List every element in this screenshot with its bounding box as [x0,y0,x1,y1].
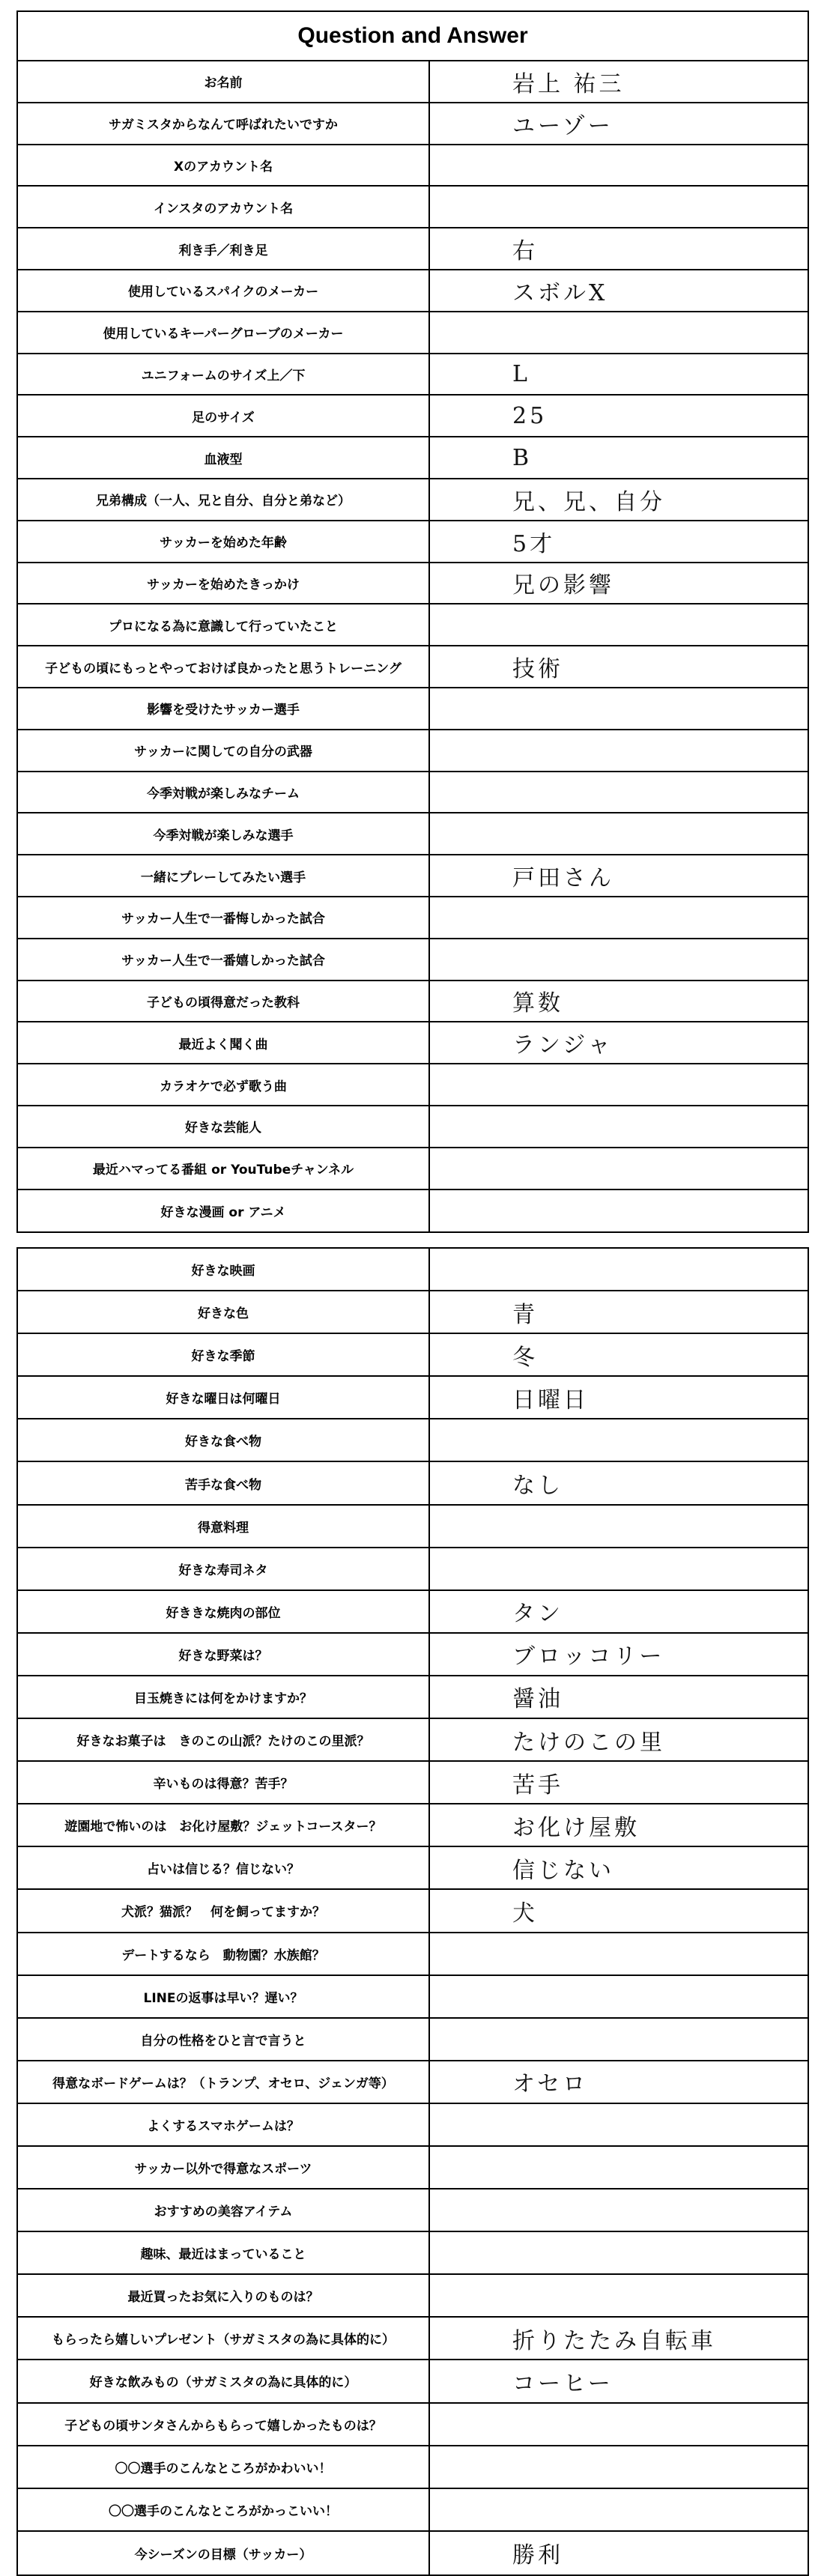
question-label: 目玉焼きには何をかけますか？ [18,1676,430,1718]
question-label: 今季対戦が楽しみな選手 [18,813,430,854]
answer-cell [430,1148,808,1189]
question-row [18,1976,808,2019]
question-row [18,61,808,103]
question-row [18,2061,808,2104]
answer-cell [430,2232,808,2273]
answer-cell: 5才 [512,530,556,557]
question-row [18,2104,808,2147]
question-row [18,604,808,646]
question-label: よくするスマホゲームは？ [18,2104,430,2145]
question-row [18,1847,808,1890]
answer-cell: ランジャ [512,1032,614,1059]
question-label: サッカーを始めた年齢 [18,521,430,562]
question-label: 自分の性格をひと言で言うと [18,2019,430,2060]
question-label: もらったら嬉しいプレゼント（サガミスタの為に具体的に） [18,2318,430,2359]
question-row [18,730,808,772]
question-label: 好きな飲みもの（サガミスタの為に具体的に） [18,2360,430,2401]
answer-cell [430,730,808,771]
question-row [18,2360,808,2403]
question-row [18,2147,808,2189]
answer-cell: たけのこの里 [512,1729,665,1756]
question-row [18,354,808,396]
question-row [18,312,808,354]
question-label: 好きなお菓子は きのこの山派？たけのこの里派？ [18,1719,430,1760]
question-label: 好きな漫画 or アニメ [18,1190,430,1232]
question-label: 使用しているキーパーグローブのメーカー [18,312,430,353]
answer-cell: 右 [512,238,538,265]
question-label: 最近ハマってる番組 or YouTubeチャンネル [18,1148,430,1189]
question-label: 好きな芸能人 [18,1106,430,1147]
page-title: Question and Answer [18,12,808,61]
answer-cell [430,2189,808,2231]
question-row [18,2232,808,2275]
question-row [18,145,808,187]
question-label: 足のサイズ [18,396,430,436]
answer-cell [430,1190,808,1232]
question-label: 兄弟構成（一人、兄と自分、自分と弟など） [18,479,430,520]
question-label: 利き手／利き足 [18,228,430,269]
answer-cell [430,1106,808,1147]
answer-cell [430,145,808,186]
answer-cell [430,813,808,854]
question-label: プロになる為に意識して行っていたこと [18,604,430,645]
answer-cell [430,939,808,980]
question-label: 好きな色 [18,1291,430,1333]
question-label: 好きな寿司ネタ [18,1548,430,1589]
question-row [18,897,808,939]
question-label: おすすめの美容アイテム [18,2189,430,2231]
answer-cell: 25 [512,402,548,429]
question-label: 最近よく聞く曲 [18,1022,430,1063]
answer-cell [430,2404,808,2445]
answer-cell: 兄の影響 [512,572,614,599]
question-label: 好ききな焼肉の部位 [18,1591,430,1632]
answer-cell: 戸田さん [512,865,614,892]
question-row [18,2532,808,2575]
question-row [18,1106,808,1148]
answer-cell: お化け屋敷 [512,1814,640,1841]
question-label: 好きな映画 [18,1249,430,1290]
question-label: ユニフォームのサイズ上／下 [18,354,430,395]
question-row [18,1506,808,1548]
question-label: お名前 [18,61,430,102]
answer-cell [430,1933,808,1975]
question-label: 使用しているスパイクのメーカー [18,270,430,311]
answer-cell [430,2446,808,2488]
question-row [18,2019,808,2061]
questionnaire-sheet-1 [16,10,809,1233]
question-row [18,1419,808,1462]
answer-cell: 技術 [512,656,563,683]
question-row [18,1377,808,1419]
answer-cell [430,187,808,227]
answer-cell: 兄、兄、自分 [512,488,665,515]
question-row [18,563,808,605]
answer-cell [430,897,808,938]
question-label: 最近買ったお気に入りのものは？ [18,2275,430,2316]
question-label: 〇〇選手のこんなところがかっこいい！ [18,2489,430,2530]
question-label: 好きな野菜は？ [18,1634,430,1675]
answer-cell [430,1249,808,1290]
question-row [18,2404,808,2446]
question-row [18,1022,808,1064]
question-row [18,1064,808,1106]
question-row [18,855,808,897]
answer-cell: タン [512,1601,563,1628]
question-label: 影響を受けたサッカー選手 [18,688,430,729]
question-row [18,1634,808,1676]
answer-cell: 苦手 [512,1772,563,1798]
question-list-2 [18,1249,808,2575]
question-row [18,187,808,228]
answer-cell [430,772,808,813]
question-label: 辛いものは得意？苦手？ [18,1762,430,1803]
question-row [18,772,808,814]
question-row [18,1548,808,1591]
question-row [18,1719,808,1762]
question-row [18,103,808,145]
question-label: 好きな食べ物 [18,1419,430,1461]
question-row [18,479,808,521]
answer-cell [430,1548,808,1589]
answer-cell: B [512,444,533,471]
question-label: サッカー以外で得意なスポーツ [18,2147,430,2188]
answer-cell: オセロ [512,2071,589,2098]
question-label: 趣味、最近はまっていること [18,2232,430,2273]
question-label: 子どもの頃にもっとやっておけば良かったと思うトレーニング [18,646,430,687]
answer-cell: 青 [512,1301,538,1328]
question-row [18,981,808,1023]
question-label: 今シーズンの目標（サッカー） [18,2532,430,2575]
question-label: 子どもの頃得意だった教科 [18,981,430,1022]
answer-cell [430,1506,808,1547]
question-row [18,1890,808,1933]
question-label: 苦手な食べ物 [18,1462,430,1503]
question-row [18,1462,808,1505]
question-row [18,813,808,855]
question-row [18,939,808,981]
question-label: デートするなら 動物園？水族館？ [18,1933,430,1975]
question-row [18,2318,808,2360]
question-row [18,521,808,563]
question-row [18,1804,808,1847]
question-row [18,1762,808,1804]
question-row [18,437,808,479]
answer-cell: 信じない [512,1857,614,1884]
answer-cell: 勝利 [512,2542,563,2569]
answer-cell [430,2147,808,2188]
question-label: サッカー人生で一番嬉しかった試合 [18,939,430,980]
question-label: カラオケで必ず歌う曲 [18,1064,430,1105]
answer-cell: 折りたたみ自転車 [512,2327,716,2354]
answer-cell: 冬 [512,1344,538,1371]
answer-cell [430,688,808,729]
question-label: 遊園地で怖いのは お化け屋敷？ジェットコースター？ [18,1804,430,1846]
answer-cell: 日曜日 [512,1387,589,1413]
question-label: サッカーに関しての自分の武器 [18,730,430,771]
question-row [18,2446,808,2489]
question-row [18,688,808,730]
question-row [18,1933,808,1976]
answer-cell [430,2275,808,2316]
question-row [18,1249,808,1291]
question-label: サッカーを始めたきっかけ [18,563,430,604]
answer-cell [430,1419,808,1461]
answer-cell: 岩上 祐三 [512,70,625,97]
answer-cell: ブロッコリー [512,1643,665,1670]
answer-cell [430,312,808,353]
answer-cell: L [512,360,530,387]
answer-cell: 醤油 [512,1686,563,1713]
question-row [18,2275,808,2318]
question-label: 一緒にプレーしてみたい選手 [18,855,430,896]
answer-cell [430,2019,808,2060]
question-row [18,2489,808,2532]
question-row [18,1334,808,1377]
answer-cell [430,2104,808,2145]
question-label: LINEの返事は早い？遅い？ [18,1976,430,2017]
question-row [18,1591,808,1634]
questionnaire-sheet-2 [16,1247,809,2576]
question-label: 好きな季節 [18,1334,430,1375]
question-row [18,1190,808,1232]
question-label: 血液型 [18,437,430,478]
question-label: 好きな曜日は何曜日 [18,1377,430,1418]
question-row [18,396,808,437]
answer-cell: ユーゾー [512,112,614,139]
answer-cell: コーヒー [512,2370,614,2397]
question-row [18,2189,808,2232]
answer-cell: 犬 [512,1900,538,1927]
answer-cell [430,604,808,645]
question-label: 今季対戦が楽しみなチーム [18,772,430,813]
answer-cell: 算数 [512,990,563,1017]
answer-cell: スボルX [512,279,608,306]
question-row [18,228,808,270]
question-label: 占いは信じる？信じない？ [18,1847,430,1888]
answer-cell [430,1064,808,1105]
question-label: 犬派？猫派？ 何を飼ってますか？ [18,1890,430,1931]
question-list-1 [18,61,808,1231]
answer-cell: なし [512,1473,563,1500]
answer-cell [430,2489,808,2530]
question-label: 得意料理 [18,1506,430,1547]
question-label: 得意なボードゲームは？（トランプ、オセロ、ジェンガ等） [18,2061,430,2103]
question-row [18,1148,808,1190]
question-row [18,270,808,312]
question-row [18,1676,808,1719]
question-row [18,646,808,688]
question-row [18,1291,808,1334]
question-label: 子どもの頃サンタさんからもらって嬉しかったものは？ [18,2404,430,2445]
question-label: サッカー人生で一番悔しかった試合 [18,897,430,938]
question-label: Xのアカウント名 [18,145,430,186]
answer-cell [430,1976,808,2017]
question-label: 〇〇選手のこんなところがかわいい！ [18,2446,430,2488]
question-label: インスタのアカウント名 [18,187,430,227]
question-label: サガミスタからなんて呼ばれたいですか [18,103,430,144]
